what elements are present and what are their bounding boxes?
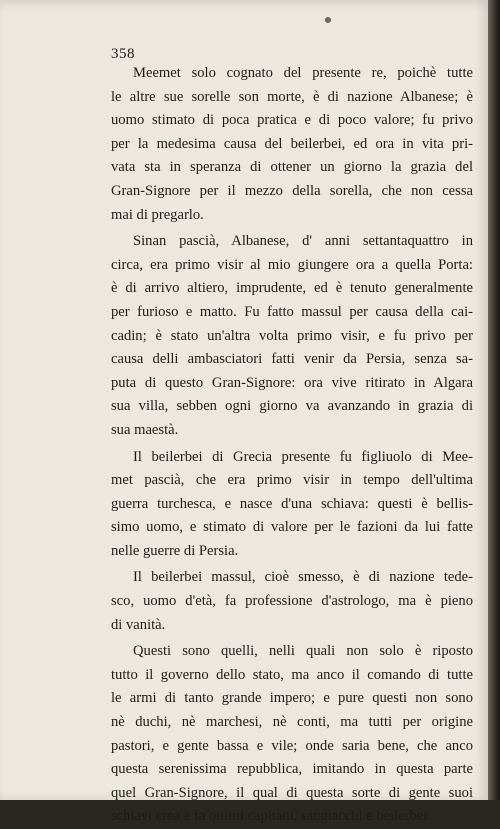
text-line: met pascià, che era primo visir in tempo dell'ultima	[111, 472, 473, 489]
text-line: le armi di tanto grande impero; e pure questi non sono	[111, 690, 473, 707]
text-line: Sinan pascià, Albanese, d' anni settantaquattro in	[133, 233, 473, 250]
text-line: puta di questo Gran-Signore: ora vive ritirato in Algara	[111, 374, 473, 391]
text-line: sco, uomo d'età, fa professione d'astrologo, ma è pieno	[111, 593, 473, 610]
text-line: è di arrivo altiero, imprudente, ed è tenuto generalmente	[111, 280, 473, 297]
text-line: Il beilerbei massul, cioè smesso, è di nazione tede-	[133, 569, 473, 586]
text-line: Questi sono quelli, nelli quali non solo è riposto	[133, 643, 473, 660]
text-line: pastori, e gente bassa e vile; onde saria bene, che anco	[111, 737, 473, 754]
body-text	[111, 62, 473, 829]
text-line: sua maestà.	[111, 421, 179, 438]
page-edge-shadow	[488, 0, 500, 800]
text-line: di vanità.	[111, 616, 166, 633]
text-line: mai di pregarlo.	[111, 206, 204, 223]
text-line: per la medesima causa del beilerbei, ed ora in vita pri-	[111, 135, 473, 152]
text-line: questa serenissima repubblica, imitando in questa parte	[111, 761, 473, 778]
text-line: quel Gran-Signore, il qual di questa sorte di gente suoi	[111, 784, 473, 801]
text-line: simo uomo, e stimato di valore per le fazioni da lui fatte	[111, 519, 473, 536]
text-line: Gran-Signore per il mezzo della sorella, che non cessa	[111, 182, 473, 199]
paragraph	[111, 230, 473, 442]
text-line: vata sta in speranza di ottener un giorno la grazia del	[111, 159, 473, 176]
text-line: nè duchi, nè marchesi, nè conti, ma tutti per origine	[111, 714, 473, 731]
paragraph	[111, 640, 473, 829]
ink-spot	[325, 17, 331, 23]
page-number: 358	[111, 46, 135, 62]
text-line: causa delli ambasciatori fatti venir da Persia, senza sa-	[111, 351, 473, 368]
text-line: per furioso e matto. Fu fatto massul per causa della cai-	[111, 303, 473, 320]
paragraph	[111, 62, 473, 227]
text-line: Il beilerbei di Grecia presente fu figliuolo di Mee-	[133, 448, 473, 465]
paragraph	[111, 446, 473, 564]
text-line: guerra turchesca, e nasce d'una schiava: questi è bellis-	[111, 495, 473, 512]
text-line: Meemet solo cognato del presente re, poichè tutte	[133, 65, 473, 81]
text-line: tutto il governo dello stato, ma anco il comando di tutte	[111, 666, 473, 683]
paragraph	[111, 566, 473, 637]
text-line: uomo stimato di poca pratica e di poco valore; fu privo	[111, 112, 473, 129]
text-line: schiavi crea e fa ottimi capitani, sangiacchi e beilerbei	[111, 808, 428, 825]
text-line: nelle guerre di Persia.	[111, 542, 239, 559]
text-line: le altre sue sorelle son morte, è di nazione Albanese; è	[111, 88, 473, 105]
text-line: sua villa, sebben ogni giorno va avanzando in grazia di	[111, 398, 473, 415]
text-line: circa, era primo visir al mio giungere ora a quella Porta:	[111, 256, 473, 273]
text-line: cadin; è stato un'altra volta primo visir, e fu privo per	[111, 327, 473, 344]
